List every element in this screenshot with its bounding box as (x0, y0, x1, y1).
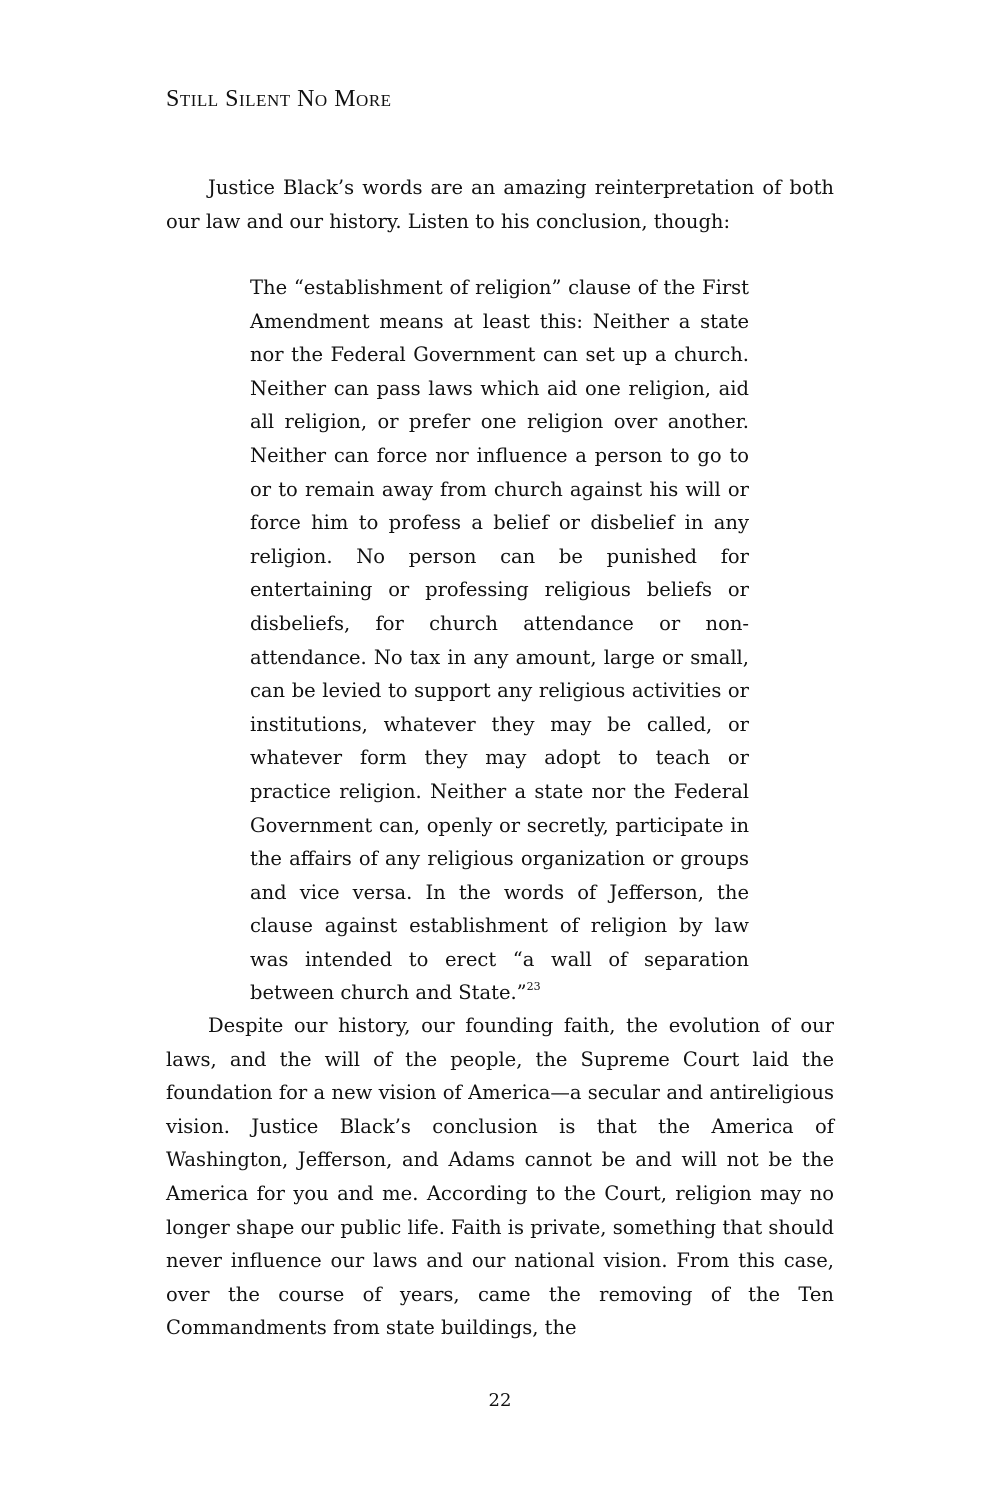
body-paragraph-1: Justice Black’s words are an amazing reinterpretation of both our law and our history. Listen to his conclusion, though: (166, 176, 834, 233)
block-quote (250, 271, 749, 1010)
running-head: Still Silent No More (166, 86, 392, 112)
body-paragraph-2: Despite our history, our founding faith, the evolution of our laws, and the will of the people, the Supreme Court laid the foundation for a new vision of America—a secular and antireligious vision. Justice Black’s conclusion is that the America of Washington, Jefferson, and Adams cannot be and will not be the America for you and me. According to the Court, religion may no longer shape our public life. Faith is private, something that should never influence our laws and our national vision. From this case, over the course of years, came the removing of the Ten Commandments from state buildings, the (166, 1014, 834, 1340)
page-number: 22 (488, 1390, 512, 1411)
block-quote-text: The “establishment of religion” clause of the First Amendment means at least this: Neither a state nor the Federal Government can set up a church. Neither can pass laws which aid one religion, aid all religion, or prefer one religion over another. Neither can force nor influence a person to go to or to remain away from church against his will or force him to profess a belief or disbelief in any religion. No person can be punished for entertaining or professing religious beliefs or disbeliefs, for church attendance or non-attendance. No tax in any amount, large or small, can be levied to support any religious activities or institutions, whatever they may be called, or whatever form they may adopt to teach or practice religion. Neither a state nor the Federal Government can, openly or secretly, participate in the affairs of any religious organization or groups and vice versa. In the words of Jefferson, the clause against establishment of religion by law was intended to erect “a wall of separation between church and State.” (250, 276, 749, 1005)
footnote-reference: 23 (526, 980, 541, 994)
